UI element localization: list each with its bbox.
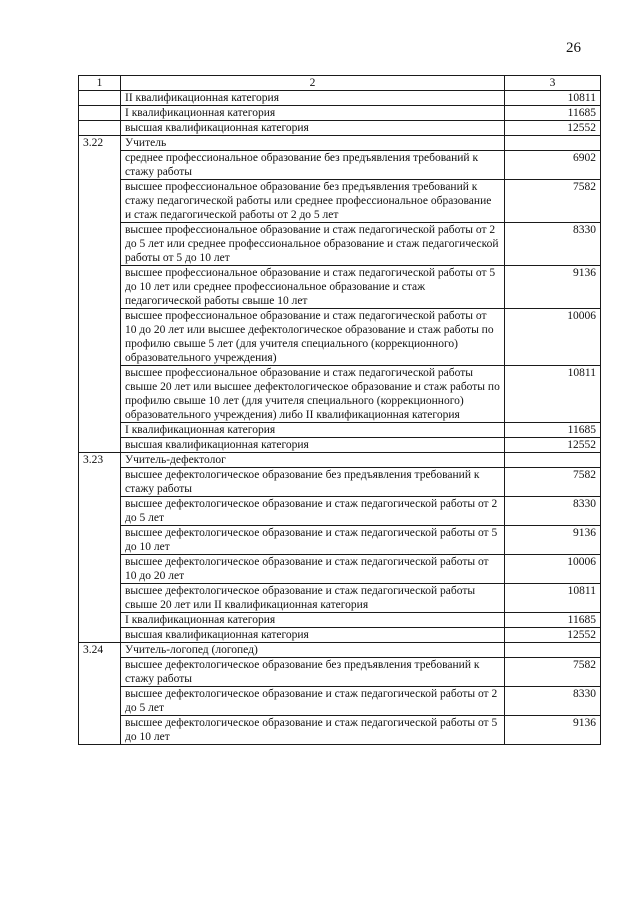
requirement-text: высшее профессиональное образование и стаж педагогической работы от 10 до 20 лет или высшее дефектологическое образование и стаж работы по профилю свыше 5 лет (для учителя специального (коррекционного) образовательного учреждения) — [121, 309, 505, 366]
salary-value: 12552 — [505, 628, 601, 643]
salary-value: 10811 — [505, 91, 601, 106]
requirement-text: высшее профессиональное образование и стаж педагогической работы от 5 до 10 лет или среднее профессиональное образование и стаж педагогической работы свыше 10 лет — [121, 266, 505, 309]
table-row — [79, 151, 601, 180]
table-row — [79, 716, 601, 745]
salary-value: 12552 — [505, 438, 601, 453]
table-row — [79, 91, 601, 106]
salary-value — [505, 643, 601, 658]
salary-value — [505, 453, 601, 468]
salary-value: 8330 — [505, 497, 601, 526]
table-row — [79, 180, 601, 223]
table-row — [79, 555, 601, 584]
table-row — [79, 658, 601, 687]
salary-value: 11685 — [505, 613, 601, 628]
section-title: Учитель-дефектолог — [121, 453, 505, 468]
table-row — [79, 468, 601, 497]
requirement-text: высшее профессиональное образование и стаж педагогической работы от 2 до 5 лет или среднее профессиональное образование и стаж педагогической работы от 5 до 10 лет — [121, 223, 505, 266]
requirement-text: высшее дефектологическое образование и стаж педагогической работы от 5 до 10 лет — [121, 716, 505, 745]
requirement-text: высшая квалификационная категория — [121, 438, 505, 453]
number-cell — [79, 121, 121, 136]
table-row — [79, 687, 601, 716]
table-row — [79, 121, 601, 136]
requirement-text: высшее дефектологическое образование без предъявления требований к стажу работы — [121, 658, 505, 687]
requirement-text: высшая квалификационная категория — [121, 121, 505, 136]
header-col-3: 3 — [505, 76, 601, 91]
salary-value: 7582 — [505, 658, 601, 687]
table-row — [79, 497, 601, 526]
salary-value — [505, 136, 601, 151]
salary-value: 9136 — [505, 716, 601, 745]
table-row — [79, 366, 601, 423]
table-row — [79, 584, 601, 613]
section-number: 3.24 — [79, 643, 121, 745]
salary-value: 7582 — [505, 180, 601, 223]
requirement-text: высшая квалификационная категория — [121, 628, 505, 643]
requirement-text: среднее профессиональное образование без предъявления требований к стажу работы — [121, 151, 505, 180]
table-row — [79, 309, 601, 366]
salary-value: 6902 — [505, 151, 601, 180]
table-header-row — [79, 76, 601, 91]
table-row — [79, 106, 601, 121]
table-row — [79, 613, 601, 628]
salary-value: 9136 — [505, 526, 601, 555]
header-col-2: 2 — [121, 76, 505, 91]
table-row — [79, 526, 601, 555]
salary-value: 11685 — [505, 106, 601, 121]
section-number: 3.22 — [79, 136, 121, 453]
salary-value: 8330 — [505, 687, 601, 716]
table-row — [79, 628, 601, 643]
table-row — [79, 423, 601, 438]
table-row — [79, 438, 601, 453]
salary-value: 10811 — [505, 366, 601, 423]
salary-table — [78, 75, 601, 745]
salary-value: 10006 — [505, 555, 601, 584]
requirement-text: высшее дефектологическое образование и стаж педагогической работы от 5 до 10 лет — [121, 526, 505, 555]
salary-value: 9136 — [505, 266, 601, 309]
salary-value: 10006 — [505, 309, 601, 366]
requirement-text: высшее дефектологическое образование и стаж педагогической работы от 10 до 20 лет — [121, 555, 505, 584]
section-number: 3.23 — [79, 453, 121, 643]
table-row — [79, 643, 601, 658]
header-col-1: 1 — [79, 76, 121, 91]
requirement-text: высшее дефектологическое образование и стаж педагогической работы от 2 до 5 лет — [121, 497, 505, 526]
salary-value: 7582 — [505, 468, 601, 497]
requirement-text: I квалификационная категория — [121, 106, 505, 121]
section-title: Учитель — [121, 136, 505, 151]
number-cell — [79, 106, 121, 121]
requirement-text: высшее дефектологическое образование и стаж педагогической работы свыше 20 лет или II квалификационная категория — [121, 584, 505, 613]
requirement-text: I квалификационная категория — [121, 613, 505, 628]
requirement-text: высшее дефектологическое образование без предъявления требований к стажу работы — [121, 468, 505, 497]
requirement-text: высшее профессиональное образование и стаж педагогической работы свыше 20 лет или высшее дефектологическое образование и стаж работы по профилю свыше 10 лет (для учителя специального (коррекционного) образовательного учреждения) либо II квалификационная категория — [121, 366, 505, 423]
table-row — [79, 266, 601, 309]
page-number: 26 — [566, 40, 581, 56]
salary-value: 10811 — [505, 584, 601, 613]
salary-value: 8330 — [505, 223, 601, 266]
section-title: Учитель-логопед (логопед) — [121, 643, 505, 658]
requirement-text: высшее профессиональное образование без предъявления требований к стажу педагогической работы или среднее профессиональное образование и стаж педагогической работы от 2 до 5 лет — [121, 180, 505, 223]
salary-value: 11685 — [505, 423, 601, 438]
table-row — [79, 136, 601, 151]
requirement-text: I квалификационная категория — [121, 423, 505, 438]
requirement-text: высшее дефектологическое образование и стаж педагогической работы от 2 до 5 лет — [121, 687, 505, 716]
salary-value: 12552 — [505, 121, 601, 136]
table-row — [79, 223, 601, 266]
requirement-text: II квалификационная категория — [121, 91, 505, 106]
number-cell — [79, 91, 121, 106]
table-row — [79, 453, 601, 468]
